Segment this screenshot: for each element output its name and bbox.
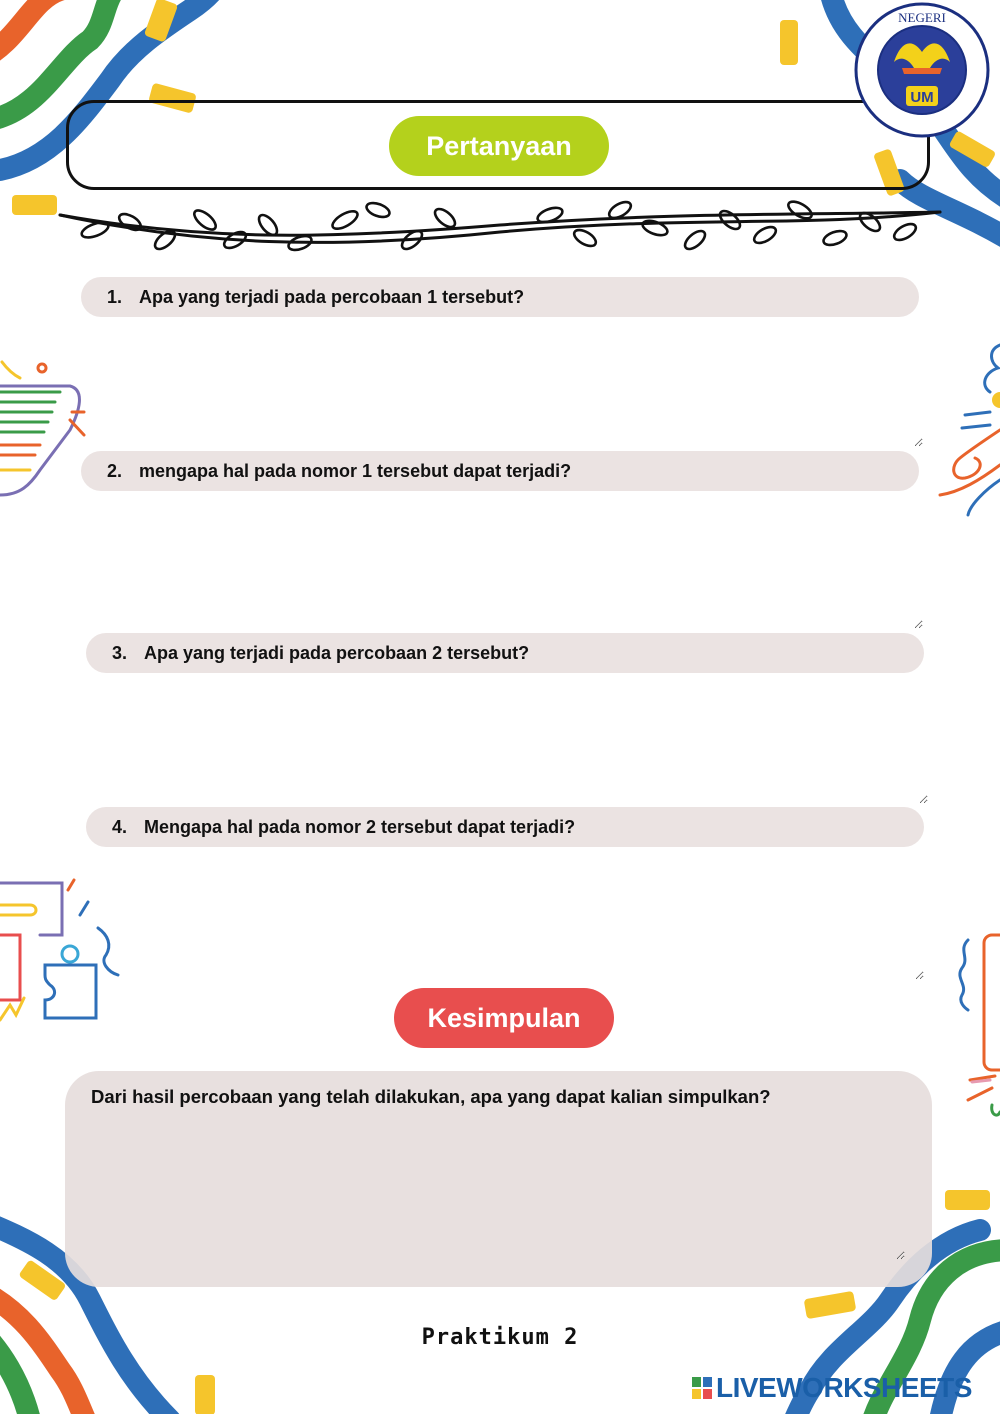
conclusion-box <box>65 1071 932 1287</box>
university-seal <box>852 2 992 142</box>
answer-field-3[interactable] <box>86 682 928 804</box>
question-number: 2. <box>107 460 123 481</box>
logo-monogram: UM <box>910 89 934 106</box>
page-title: Pertanyaan <box>389 116 609 176</box>
question-number: 4. <box>112 816 128 837</box>
watermark-text: LIVEWORKSHEETS <box>716 1372 972 1403</box>
question-number: 1. <box>107 286 123 307</box>
question-text: Apa yang terjadi pada percobaan 2 tersebut? <box>144 642 530 663</box>
footer-label: Praktikum 2 <box>421 1325 579 1350</box>
conclusion-title: Kesimpulan <box>394 988 614 1048</box>
answer-field-4[interactable] <box>130 856 924 980</box>
question-bar-3 <box>86 633 924 673</box>
university-logo <box>852 2 992 142</box>
answer-field-2[interactable] <box>81 500 923 629</box>
question-text: Apa yang terjadi pada percobaan 1 tersebut? <box>139 286 525 307</box>
liveworksheets-logo-icon <box>692 1377 712 1399</box>
logo-text-top: NEGERI <box>898 10 946 25</box>
conclusion-answer-field[interactable] <box>91 1116 905 1260</box>
question-bar-1 <box>81 277 919 317</box>
question-bar-4 <box>86 807 924 847</box>
question-bar-2 <box>81 451 919 491</box>
answer-field-1[interactable] <box>81 325 923 447</box>
question-text: Mengapa hal pada nomor 2 tersebut dapat terjadi? <box>144 816 576 837</box>
question-number: 3. <box>112 642 128 663</box>
liveworksheets-watermark <box>692 1372 972 1404</box>
question-text: mengapa hal pada nomor 1 tersebut dapat terjadi? <box>139 460 572 481</box>
conclusion-prompt: Dari hasil percobaan yang telah dilakukan, apa yang dapat kalian simpulkan? <box>91 1086 771 1107</box>
